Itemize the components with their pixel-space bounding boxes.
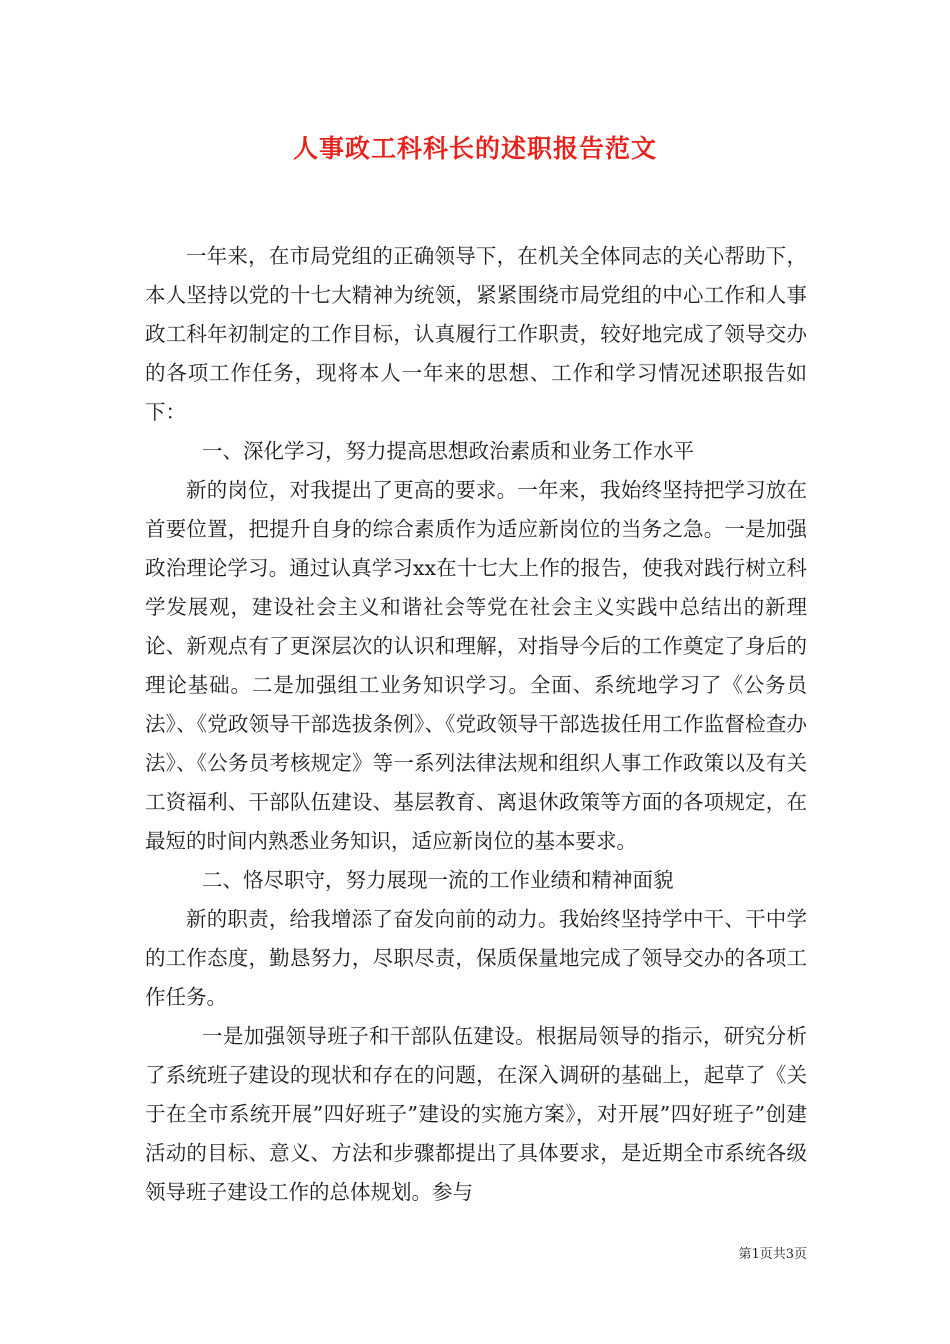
- document-title: 人事政工科科长的述职报告范文: [292, 134, 657, 163]
- document-body: [145, 237, 807, 1212]
- paragraph-study: 新的岗位，对我提出了更高的要求。一年来，我始终坚持把学习放在首要位置，把提升自身的综合素质作为适应新岗位的当务之急。一是加强政治理论学习。通过认真学习xx在十七大上作的报告，使我对践行树立科学发展观，建设社会主义和谐社会等党在社会主义实践中总结出的新理论、新观点有了更深层次的认识和理解，对指导今后的工作奠定了身后的理论基础。二是加强组工业务知识学习。全面、系统地学习了《公务员法》、《党政领导干部选拔条例》、《党政领导干部选拔任用工作监督检查办法》、《公务员考核规定》等一系列法律法规和组织人事工作政策以及有关工资福利、干部队伍建设、基层教育、离退休政策等方面的各项规定，在最短的时间内熟悉业务知识，适应新岗位的基本要求。: [145, 478, 807, 853]
- page-number: 第1页共3页: [738, 1247, 807, 1262]
- section-heading-2: 二、恪尽职守，努力展现一流的工作业绩和精神面貌: [202, 868, 674, 892]
- paragraph-duty: 新的职责，给我增添了奋发向前的动力。我始终坚持学中干、干中学的工作态度，勤恳努力，尽职尽责，保质保量地完成了领导交办的各项工作任务。: [145, 907, 807, 1009]
- paragraph-intro: 一年来，在市局党组的正确领导下，在机关全体同志的关心帮助下，本人坚持以党的十七大精神为统领，紧紧围绕市局党组的中心工作和人事政工科年初制定的工作目标，认真履行工作职责，较好地完成了领导交办的各项工作任务，现将本人一年来的思想、工作和学习情况述职报告如下：: [145, 244, 807, 424]
- paragraph-leadership: 一是加强领导班子和干部队伍建设。根据局领导的指示，研究分析了系统班子建设的现状和存在的问题，在深入调研的基础上，起草了《关于在全市系统开展”四好班子”建设的实施方案》，对开展”四好班子”创建活动的目标、意义、方法和步骤都提出了具体要求，是近期全市系统各级领导班子建设工作的总体规划。参与: [145, 1024, 807, 1204]
- section-heading-1: 一、深化学习，努力提高思想政治素质和业务工作水平: [202, 439, 694, 463]
